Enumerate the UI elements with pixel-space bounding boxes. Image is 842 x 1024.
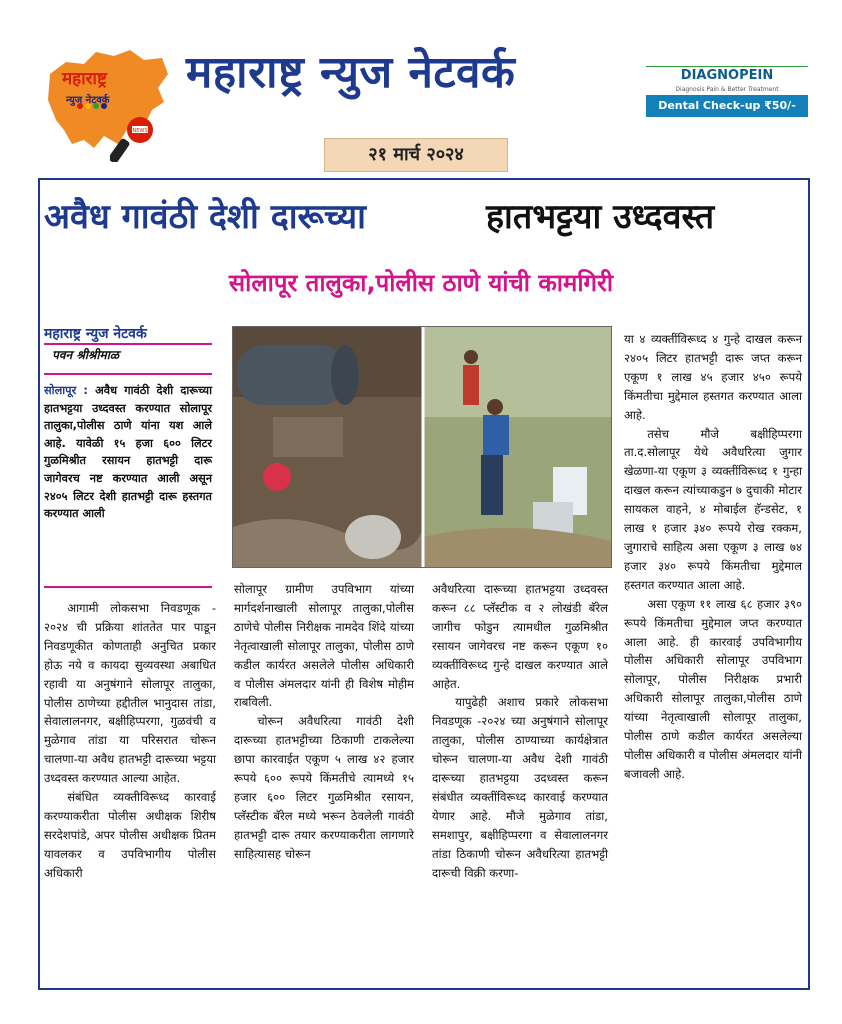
- byline-rule: [44, 343, 212, 345]
- col1-para-2: संबंधित व्यक्तीविरूध्द कारवाई करण्याकरीता पोलीस अधीक्षक शिरीष सरदेशपांडे, अपर पोलीस अधीक्षक प्रितम यावलकर व उपविभागीय पोलीस अधिकारी: [44, 790, 216, 880]
- col3-para-2: यापुढेही अशाच प्रकारे लोकसभा निवडणूक -२०२४ च्या अनुषंगाने सोलापूर तालुका, पोलीस ठाण्याच्या कार्यक्षेत्रात चोरून चालणा-या अवैध देशी गावंठी दारूच्या हातभट्टया उदध्वस्त करून संबंधीत व्यक्तींविरूध्द कारवाई करण्यात येणार आहे. मौजे मुळेगाव तांडा, समशापुर, बक्षीहिप्परगा व सेवालालनगर तांडा ठिकाणी चोरून अवैधरित्या हातभट्टी दारूची विक्री करणा-: [432, 695, 608, 880]
- col4-para-3: असा एकूण ११ लाख ६८ हजार ३९० रूपये किंमतीचा मुद्देमाल जप्त करण्यात आला आहे. ही कारवाई उपविभागीय पोलीस अधिकारी सोलापूर उपविभाग सोलापूर, पोलीस निरीक्षक प्रभारी अधिकारी सोलापूर तालुका,पोलीस ठाणे यांच्या नेतृत्वाखाली सोलापूर तालुका, पोलीस ठाणे कडील कार्यरत असलेल्या पोलीस अधिकारी व पोलीस अंमलदार यांनी बजावली आहे.: [624, 596, 802, 781]
- ad-divider: [646, 66, 808, 67]
- newspaper-title: महाराष्ट्र न्युज नेटवर्क: [186, 47, 516, 98]
- issue-date: २१ मार्च २०२४: [324, 138, 508, 172]
- news-microphone-icon: [110, 112, 158, 162]
- lead-paragraph: [44, 382, 212, 523]
- logo-title: महाराष्ट्र: [62, 69, 107, 89]
- col2-para-1: सोलापूर ग्रामीण उपविभाग यांच्या मार्गदर्शनाखाली सोलापूर तालुका,पोलीस ठाणेचे पोलीस निरीक्षक नामदेव शिंदे यांच्या नेतृत्वाखाली सोलापूर तालुका, पोलीस ठाणे कडील कार्यरत असलेले पोलीस अधिकारी व पोलीस अंमलदार यांनी ही विशेष मोहीम राबविली.: [234, 582, 414, 710]
- body-column-4: [624, 330, 802, 784]
- body-column-2: [234, 580, 414, 864]
- col4-para-1: या ४ व्यक्तींविरूध्द ४ गुन्हे दाखल करून २४०५ लिटर हातभट्टी दारू जप्त करून एकूण १ लाख ४५ हजार ४५० रूपये किंमतीचा मुद्देमाल हस्तगत करण्यात आला आहे.: [624, 332, 802, 422]
- ad-offer-button[interactable]: Dental Check-up ₹50/-: [646, 95, 808, 117]
- lead-text: अवैध गावंठी देशी दारूच्या हातभट्टया उध्दवस्त करण्यात सोलापूर तालुका,पोलीस ठाणे यांना यश आले आहे. यावेळी १५ हजा ६०० लिटर गुळमिश्रीत रसायन हातभट्टी दारू जागेवरच नष्ट करण्यात आली असून २४०५ लिटर देशी हातभट्टी दारू हस्तगत करण्यात आली: [44, 384, 212, 521]
- lead-place: सोलापूर :: [44, 384, 88, 397]
- byline-organisation: महाराष्ट्र न्युज नेटवर्क: [44, 326, 147, 342]
- ad-tagline: Diagnosis Pain & Better Treatment: [675, 86, 779, 93]
- body-column-3: [432, 580, 608, 883]
- raid-photo: [232, 326, 612, 568]
- lead-bottom-rule: [44, 586, 212, 588]
- headline-part2: हातभट्टया उध्दवस्त: [486, 197, 715, 237]
- lead-top-rule: [44, 373, 212, 375]
- subheadline: सोलापूर तालुका,पोलीस ठाणे यांची कामगिरी: [228, 269, 614, 297]
- byline-reporter: पवन श्रीश्रीमाळ: [52, 348, 119, 362]
- ad-brand: DIAGNOPEIN: [680, 68, 774, 83]
- svg-text:NEWS: NEWS: [132, 128, 148, 134]
- col2-para-2: चोरून अवैधरित्या गावंठी देशी दारूच्या हातभट्टीच्या ठिकाणी टाकलेल्या छापा कारवाईत एकूण ५ लाख ४२ हजार रूपये ६०० रूपये किंमतीचे त्यामध्ये १५ हजार ६०० लिटर गुळमिश्रीत रसायन, प्लॅस्टीक बॅरेल मध्ये भरून ठेवलेली गावंठी हातभट्टी दारू तयार करण्याकरीता लागणारे साहित्यासह चोरून: [234, 714, 414, 861]
- logo-subtitle: न्युज नेटवर्क: [66, 95, 110, 106]
- body-column-1: [44, 599, 216, 883]
- headline-part1: अवैध गावंठी देशी दारूच्या: [44, 197, 366, 237]
- col4-para-2: तसेच मौजे बक्षीहिप्परगा ता.द.सोलापूर येथे अवैधरित्या जुगार खेळणा-या एकूण ३ व्यक्तींविरूध्द १ गुन्हा दाखल करून त्यांच्याकडुन ७ दुचाकी मोटार सायकल वाहने, ४ मोबाईल हॅन्डसेट, १ लाख १ हजार ३४० रूपये रोख रक्कम, जुगाराचे साहित्य असा एकूण ३ लाख ७४ हजार ३४० रूपये किंमतीचा मुद्देमाल हस्तगत करण्यात आला आहे.: [624, 426, 802, 592]
- col1-para-1: आगामी लोकसभा निवडणूक - २०२४ ची प्रक्रिया शांततेत पार पाडून निवडणूकीत कोणताही अनुचित प्रकार होऊ नये व कायदा सुव्यवस्था अबाधित रहावी या अनुषंगाने सोलापूर तालुका, पोलीस ठाणेच्या हद्दीतील भानुदास तांडा, सेवालालनगर, बक्षीहिप्परगा, गुळवंची व मुळेगाव तांडा या परिसरात चोरून चालणा-या अवैध हातभट्टी दारूच्या भट्टया उध्दवस्त करण्यात आल्या आहेत.: [44, 601, 216, 786]
- col3-para-1: अवैधरित्या दारूच्या हातभट्टया उध्दवस्त करून ८८ प्लॅस्टीक व २ लोखंडी बॅरेल जागीच फोडुन त्यामधील गुळमिश्रीत रसायन जागेवरच नष्ट करून एकूण १० व्यक्तींविरूध्द गुन्हे दाखल करण्यात आले आहेत.: [432, 582, 608, 691]
